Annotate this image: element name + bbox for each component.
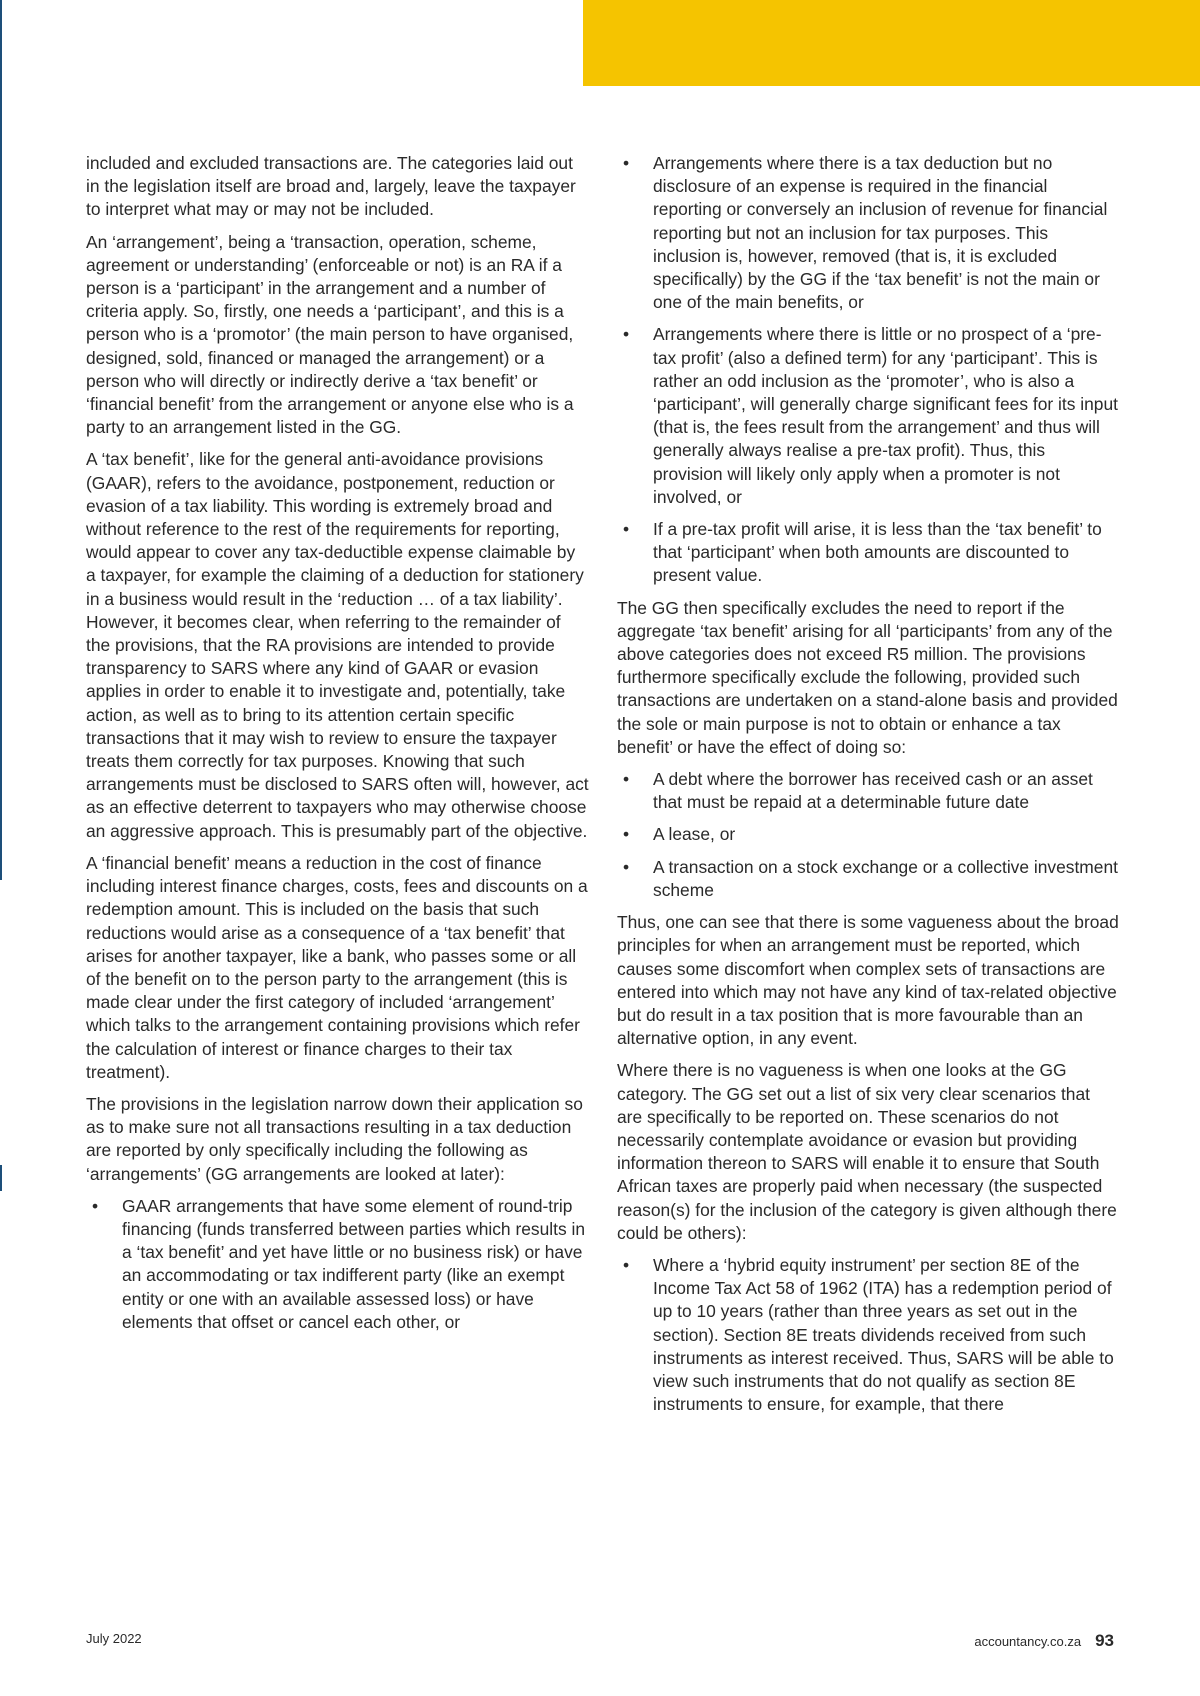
footer-right (974, 1631, 1114, 1651)
paragraph: An ‘arrangement’, being a ‘transaction, operation, scheme, agreement or understanding’ (enforceable or not) is an RA if a person is a ‘participant’ in the arrangement and a number of criteria apply. So, firstly, one needs a ‘participant’, and this is a person who is a ‘promotor’ (the main person to have organised, designed, sold, financed or managed the arrangement) or a person who will directly or indirectly derive a ‘tax benefit’ or ‘financial benefit’ from the arrangement or anyone else who is a party to an arrangement listed in the GG. (86, 231, 574, 438)
list-item-text: Arrangements where there is a tax deduction but no disclosure of an expense is required in the financial reporting or conversely an inclusion of revenue for financial reporting but not an inclusion for tax purposes. This inclusion is, however, removed (that is, it is excluded specifically) by the GG if the ‘tax benefit’ is not the main or one of the main benefits, or (653, 153, 1108, 313)
list-item (86, 1195, 589, 1334)
list-item (617, 518, 1119, 588)
bullet-icon: • (623, 856, 630, 877)
footer-date: July 2022 (86, 1631, 142, 1646)
list-item-text: GAAR arrangements that have some element of round-trip financing (funds transferred between parties which results in a ‘tax benefit’ and yet have little or no business risk) or have an accommodating or tax indifferent party (like an exempt entity or one with an available assessed loss) or have elements that offset or cancel each other, or (122, 1195, 586, 1332)
list-item-text: A lease, or (653, 824, 736, 845)
margin-rule (0, 1165, 2, 1191)
list-item (617, 1254, 1119, 1416)
bullet-icon: • (623, 324, 630, 345)
list-item (617, 152, 1119, 314)
list-item (617, 823, 1119, 846)
paragraph: The GG then specifically excludes the need to report if the aggregate ‘tax benefit’ arising for all ‘participants’ from any of the above categories does not exceed R5 million. The provisions furthermore specifically exclude the following, provided such transactions are undertaken on a stand-alone basis and provided the sole or main purpose is not to obtain or enhance a tax benefit’ or have the effect of doing so: (617, 597, 1118, 757)
bullet-list (617, 768, 1119, 902)
bullet-list (617, 1254, 1119, 1416)
bullet-list (86, 1195, 589, 1334)
bullet-icon: • (623, 1254, 630, 1275)
list-item-text: A transaction on a stock exchange or a collective investment scheme (653, 856, 1118, 900)
list-item-text: A debt where the borrower has received cash or an asset that must be repaid at a determinable future date (653, 769, 1093, 813)
list-item (617, 768, 1119, 814)
paragraph: Thus, one can see that there is some vagueness about the broad principles for when an arrangement must be reported, which causes some discomfort when complex sets of transactions are entered into which may not have any kind of tax-related objective but do result in a tax position that is more favourable than an alternative option, in any event. (617, 912, 1119, 1049)
bullet-list (617, 152, 1119, 588)
bullet-icon: • (623, 824, 630, 845)
paragraph: Where there is no vagueness is when one looks at the GG category. The GG set out a list of six very clear scenarios that are specifically to be reported on. These scenarios do not necessarily contemplate avoidance or evasion but providing information thereon to SARS will enable it to ensure that South African taxes are properly paid when necessary (the suspected reason(s) for the inclusion of the category is given although there could be others): (617, 1060, 1117, 1243)
list-item-text: Where a ‘hybrid equity instrument’ per section 8E of the Income Tax Act 58 of 1962 (ITA) has a redemption period of up to 10 years (rather than three years as set out in the section). Section 8E treats dividends received from such instruments as interest received. Thus, SARS will be able to view such instruments that do not qualify as section 8E instruments to ensure, for example, that there (653, 1254, 1114, 1415)
paragraph: The provisions in the legislation narrow down their application so as to make sure not all transactions resulting in a tax deduction are reported by only specifically including the following as ‘arrangements’ (GG arrangements are looked at later): (86, 1093, 583, 1184)
margin-rule (0, 0, 2, 880)
list-item-text: If a pre-tax profit will arise, it is less than the ‘tax benefit’ to that ‘participant’ when both amounts are discounted to present value. (653, 519, 1102, 586)
header-accent-block (583, 0, 1200, 86)
right-column (617, 152, 1119, 1425)
list-item (617, 323, 1119, 509)
paragraph: included and excluded transactions are. The categories laid out in the legislation itself are broad and, largely, leave the taxpayer to interpret what may or may not be included. (86, 153, 576, 220)
paragraph: A ‘tax benefit’, like for the general anti-avoidance provisions (GAAR), refers to the avoidance, postponement, reduction or evasion of a tax liability. This wording is extremely broad and without reference to the rest of the requirements for reporting, would appear to cover any tax-deductible expense claimable by a taxpayer, for example the claiming of a deduction for stationery in a business would result in the ‘reduction … of a tax liability’. However, it becomes clear, when referring to the remainder of the provisions, that the RA provisions are intended to provide transparency to SARS where any kind of GAAR or evasion applies in order to enable it to investigate and, potentially, take action, as well as to bring to its attention certain specific transactions that it may wish to review to ensure the taxpayer treats them correctly for tax purposes. Knowing that such arrangements must be disclosed to SARS often will, however, act as an effective deterrent to taxpayers who may otherwise choose an aggressive approach. This is presumably part of the objective. (86, 449, 589, 841)
paragraph: A ‘financial benefit’ means a reduction in the cost of finance including interest finance charges, costs, fees and discounts on a redemption amount. This is included on the basis that such reductions would arise as a consequence of a ‘tax benefit’ that arises for another taxpayer, like a bank, who passes some or all of the benefit on to the person party to the arrangement (this is made clear under the first category of included ‘arrangement’ which talks to the arrangement containing provisions which refer the calculation of interest or finance charges to their tax treatment). (86, 852, 588, 1082)
bullet-icon: • (623, 519, 630, 540)
left-column (86, 152, 589, 1343)
bullet-icon: • (92, 1195, 99, 1216)
bullet-icon: • (623, 769, 630, 790)
footer-site: accountancy.co.za (974, 1634, 1082, 1649)
page-number: 93 (1095, 1631, 1114, 1650)
list-item-text: Arrangements where there is little or no prospect of a ‘pre-tax profit’ (also a defined term) for any ‘participant’. This is rather an odd inclusion as the ‘promoter’, who is also a ‘participant’, will generally charge significant fees for its input (that is, the fees result from the arrangement’ and thus will generally always realise a pre-tax profit). Thus, this provision will likely only apply when a promoter is not involved, or (653, 324, 1118, 507)
bullet-icon: • (623, 153, 630, 173)
list-item (617, 856, 1119, 902)
